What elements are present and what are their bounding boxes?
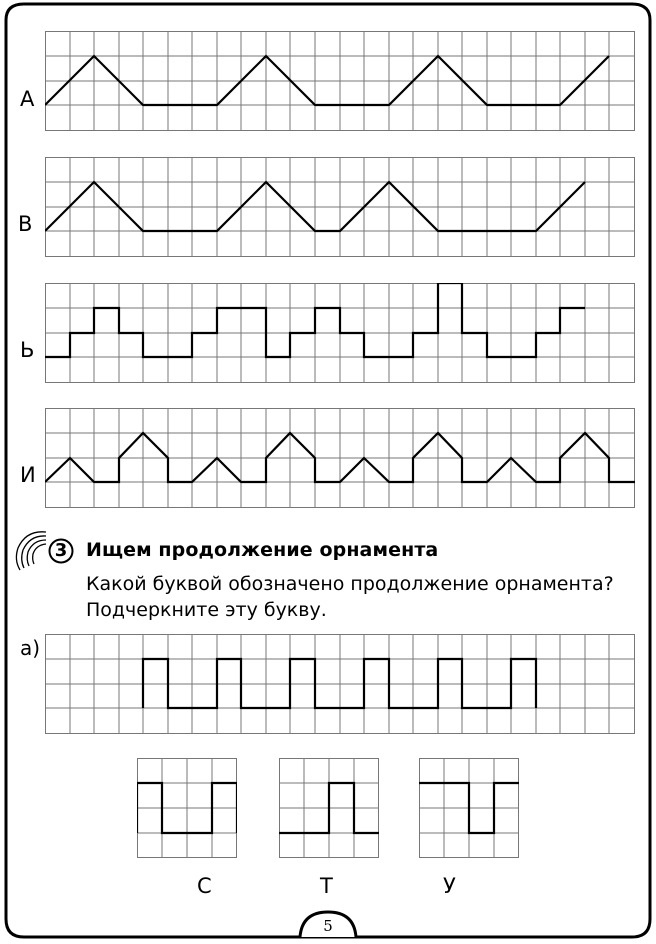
choice-letter-u[interactable]: У: [443, 874, 456, 898]
choice-grid-t[interactable]: [279, 758, 379, 858]
row-label-v: В: [18, 212, 33, 236]
choice-grid-u[interactable]: [419, 758, 519, 858]
instruction-line-1: Какой буквой обозначено продолжение орнамента?: [86, 573, 614, 595]
ornament-grid-i: [45, 408, 635, 508]
exercise-title: Ищем продолжение орнамента: [86, 539, 439, 561]
part-label-a: а): [20, 636, 41, 660]
choice-letter-t[interactable]: Т: [320, 874, 333, 898]
row-label-soft-sign: Ь: [20, 338, 35, 362]
instruction-line-2: Подчеркните эту букву.: [86, 599, 327, 621]
row-label-i: И: [20, 463, 36, 487]
task-grid-a: [45, 634, 635, 734]
page-number: 5: [323, 917, 333, 935]
choice-letter-s[interactable]: С: [197, 874, 212, 898]
choice-grid-s[interactable]: [137, 758, 237, 858]
row-label-a: А: [20, 87, 35, 111]
ornament-grid-soft-sign: [45, 283, 635, 383]
exercise-number: 3: [54, 540, 68, 561]
ornament-grid-a: [45, 31, 635, 131]
ornament-grid-v: [45, 157, 635, 257]
